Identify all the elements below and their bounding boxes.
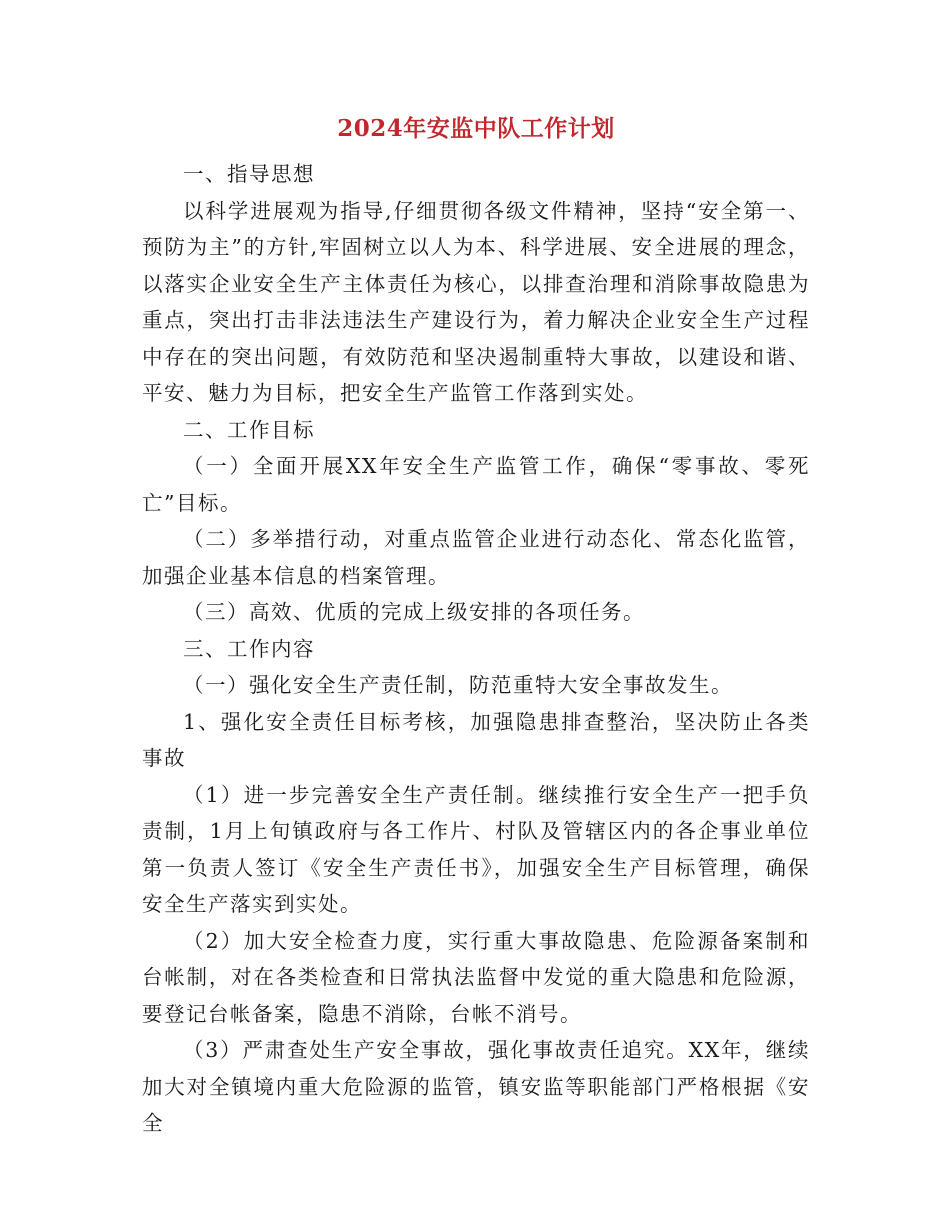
goal-item-1: （一）全面开展XX年安全生产监管工作，确保“零事故、零死亡”目标。 — [142, 454, 810, 515]
content-point-1: 1、强化安全责任目标考核，加强隐患排查整治，坚决防止各类事故 — [142, 709, 810, 770]
content-subheading-1: （一）强化安全生产责任制，防范重特大安全事故发生。 — [183, 673, 733, 697]
section-heading-work-content: 三、工作内容 — [183, 636, 315, 661]
section-heading-work-goals: 二、工作目标 — [183, 417, 315, 442]
content-item-2: （2）加大安全检查力度，实行重大事故隐患、危险源备案制和台帐制，对在各类检查和日常执法监督中发觉的重大隐患和危险源，要登记台帐备案，隐患不消除，台帐不消号。 — [142, 928, 810, 1026]
content-item-1: （1）进一步完善安全生产责任制。继续推行安全生产一把手负责制，1月上旬镇政府与各工作片、村队及管辖区内的各企事业单位第一负责人签订《安全生产责任书》，加强安全生产目标管理，确保安全生产落实到实处。 — [142, 782, 810, 916]
section-heading-guiding-ideology: 一、指导思想 — [183, 162, 315, 186]
content-item-3: （3）严肃查处生产安全事故，强化事故责任追究。XX年，继续加大对全镇境内重大危险源的监管，镇安监等职能部门严格根据《安全 — [142, 1038, 810, 1135]
paragraph-guiding-ideology: 以科学进展观为指导,仔细贯彻各级文件精神，坚持“安全第一、预防为主”的方针,牢固树立以人为本、科学进展、安全进展的理念，以落实企业安全生产主体责任为核心，以排查治理和消除事故隐患为重点，突出打击非法违法生产建设行为，着力解决企业安全生产过程中存在的突出问题，有效防范和坚决遏制重特大事故，以建设和谐、平安、魅力为目标，把安全生产监管工作落到实处。 — [142, 198, 810, 405]
document-title: 2024年安监中队工作计划 — [337, 115, 615, 142]
goal-item-3: （三）高效、优质的完成上级安排的各项任务。 — [183, 600, 645, 624]
goal-item-2: （二）多举措行动，对重点监管企业进行动态化、常态化监管，加强企业基本信息的档案管理。 — [142, 527, 810, 588]
